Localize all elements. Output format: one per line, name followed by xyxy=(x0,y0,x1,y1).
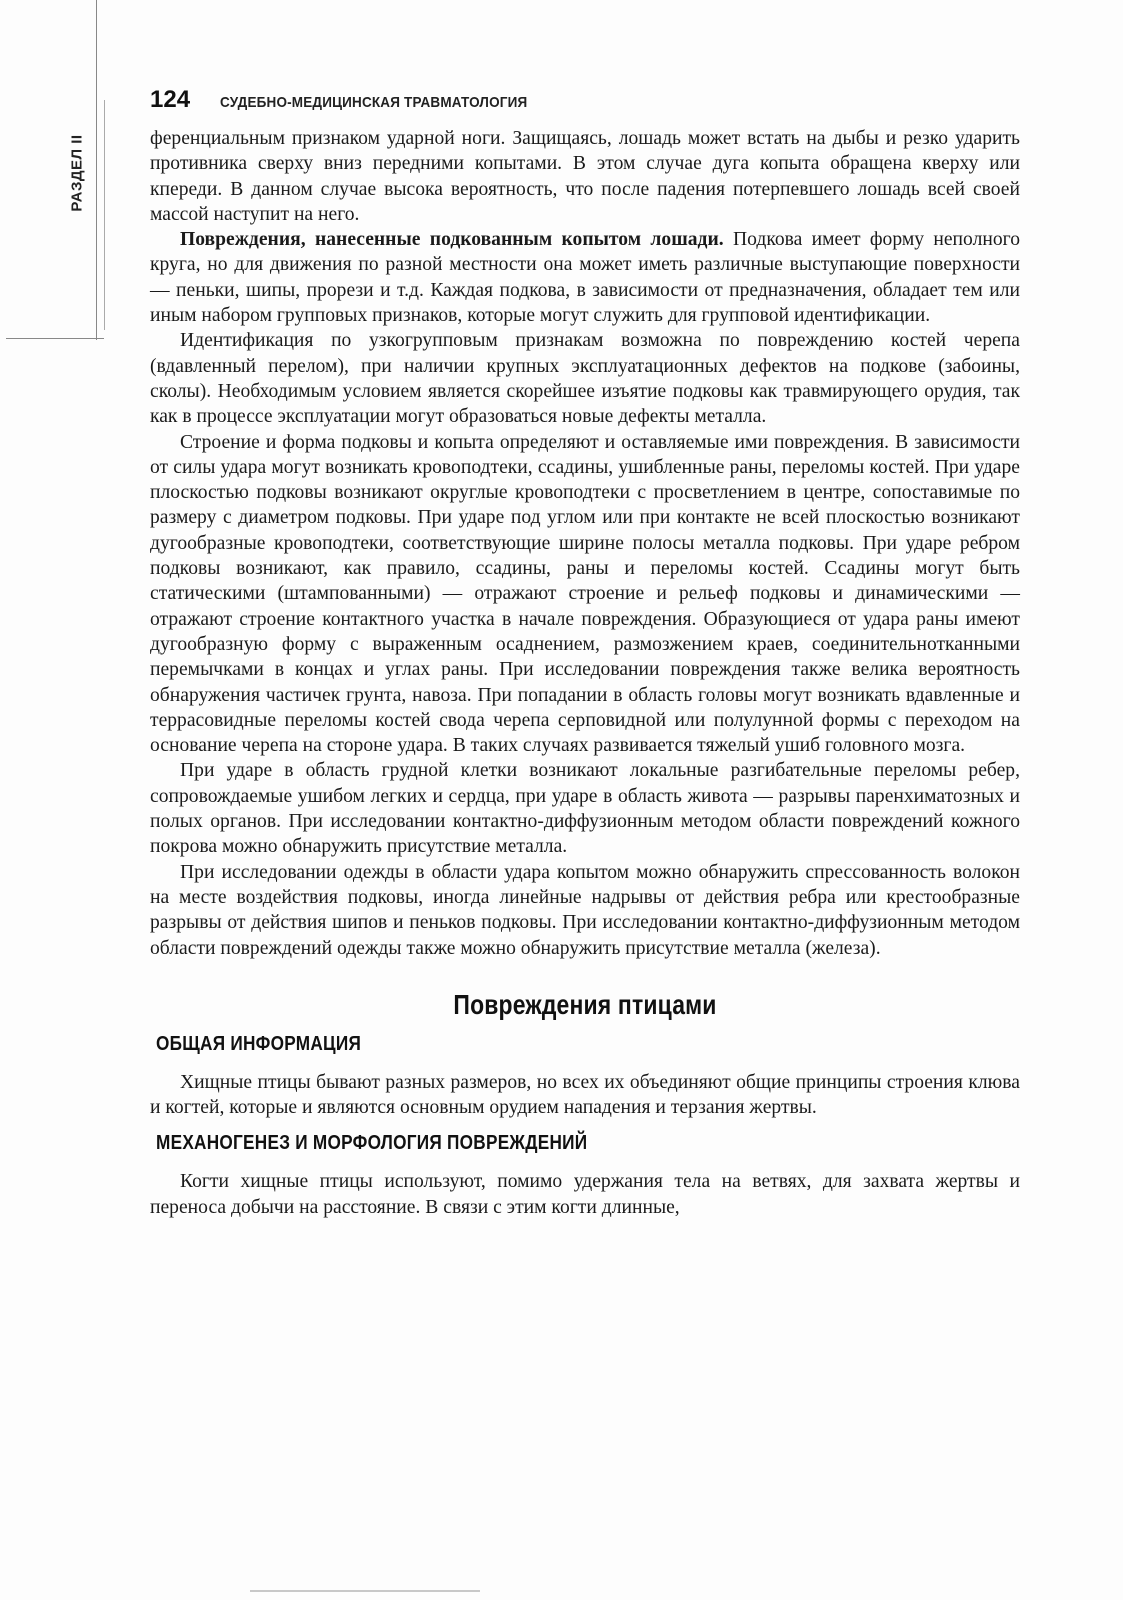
margin-rule-vertical xyxy=(96,0,97,340)
paragraph-text: Строение и форма подковы и копыта определяют и оставляемые ими повреждения. В зависимости от силы удара могут возникать кровоподтеки, ссадины, ушибленные раны, переломы костей. При ударе плоскостью подковы возникают округлые кровоподтеки с просветлением в центре, сопоставимые по размеру с диаметром подковы. При ударе под углом или при контакте не всей плоскостью возникают дугообразные кровоподтеки, соответствующие ширине полосы металла подковы. При ударе ребром подковы возникают, как правило, ссадины, раны и переломы костей. Ссадины могут быть статическими (штампованными) — отражают строение и рельеф подковы и динамическими — отражают строение контактного участка в начале повреждения. Образующиеся от удара раны имеют дугообразную форму с выраженным осаднением, размозжением краев, соединительнотканными перемычками в концах и углах раны. При исследовании повреждения также велика вероятность обнаружения частичек грунта, навоза. При попадании в область головы могут возникать вдавленные и террасовидные переломы костей свода черепа серповидной или полулунной формы с переходом на основание черепа на стороне удара. В таких случаях развивается тяжелый ушиб головного мозга. xyxy=(150,431,1020,757)
paragraph xyxy=(150,1169,1020,1220)
paragraph-text: При исследовании одежды в области удара копытом можно обнаружить спрессованность волокон на месте воздействия подковы, иногда линейные надрывы от действия ребра или крестообразные разрывы от действия шипов и пеньков подковы. При исследовании контактно-диффузионным методом области повреждений одежды также можно обнаружить присутствие металла (железа). xyxy=(150,861,1020,959)
margin-rule-horizontal xyxy=(6,338,104,339)
page-content xyxy=(150,126,1020,1220)
paragraph xyxy=(150,860,1020,961)
section-heading: Повреждения птицами xyxy=(453,988,717,1020)
paragraph-text: Подкова имеет форму неполного круга, но для движения по разной местности она может иметь различные выступающие поверхности — пеньки, шипы, прорези и т.д. Каждая подкова, в зависимости от предназначения, обладает тем или иным набором групповых признаков, которые могут служить для групповой идентификации. xyxy=(150,229,1020,327)
subsection-heading: МЕХАНОГЕНЕЗ И МОРФОЛОГИЯ ПОВРЕЖДЕНИЙ xyxy=(156,1132,588,1155)
margin-rule-vertical-inner xyxy=(104,100,105,330)
page-header xyxy=(150,86,562,114)
paragraph xyxy=(150,227,1020,328)
paragraph-text: ференциальным признаком ударной ноги. Защищаясь, лошадь может встать на дыбы и резко ударить противника сверху вниз передними копытами. В этом случае дуга копыта обращена кверху или кпереди. В данном случае высока вероятность, что после падения потерпевшего лошадь всей своей массой наступит на него. xyxy=(150,128,1020,225)
paragraph xyxy=(150,328,1020,429)
section-tab xyxy=(62,128,92,218)
paragraph xyxy=(150,758,1020,859)
paragraph xyxy=(150,1070,1020,1121)
page-number: 124 xyxy=(150,86,191,113)
paragraph xyxy=(150,430,1020,759)
section-tab-label: РАЗДЕЛ II xyxy=(68,134,86,212)
paragraph-text: При ударе в область грудной клетки возникают локальные разгибательные переломы ребер, сопровождаемые ушибом легких и сердца, при ударе в область живота — разрывы паренхиматозных и полых органов. При исследовании контактно-диффузионным методом области повреждений кожного покрова можно обнаружить присутствие металла. xyxy=(150,760,1020,858)
running-title: СУДЕБНО-МЕДИЦИНСКАЯ ТРАВМАТОЛОГИЯ xyxy=(220,94,528,111)
paragraph-text: Идентификация по узкогрупповым признакам возможна по повреждению костей черепа (вдавленный перелом), при наличии крупных эксплуатационных дефектов на подкове (забоины, сколы). Необходимым условием является скорейшее изъятие подковы как травмирующего орудия, так как в процессе эксплуатации могут образоваться новые дефекты металла. xyxy=(150,330,1020,428)
paragraph xyxy=(150,126,1020,227)
paragraph-text: Когти хищные птицы используют, помимо удержания тела на ветвях, для захвата жертвы и переноса добычи на расстояние. В связи с этим когти длинные, xyxy=(150,1171,1020,1218)
paragraph-lead: Повреждения, нанесенные подкованным копытом лошади. xyxy=(180,229,724,251)
paragraph-text: Хищные птицы бывают разных размеров, но всех их объединяют общие принципы строения клюва и когтей, которые и являются основным орудием нападения и терзания жертвы. xyxy=(150,1071,1020,1119)
subsection-heading: ОБЩАЯ ИНФОРМАЦИЯ xyxy=(156,1032,362,1055)
scan-artifact xyxy=(250,1590,480,1592)
